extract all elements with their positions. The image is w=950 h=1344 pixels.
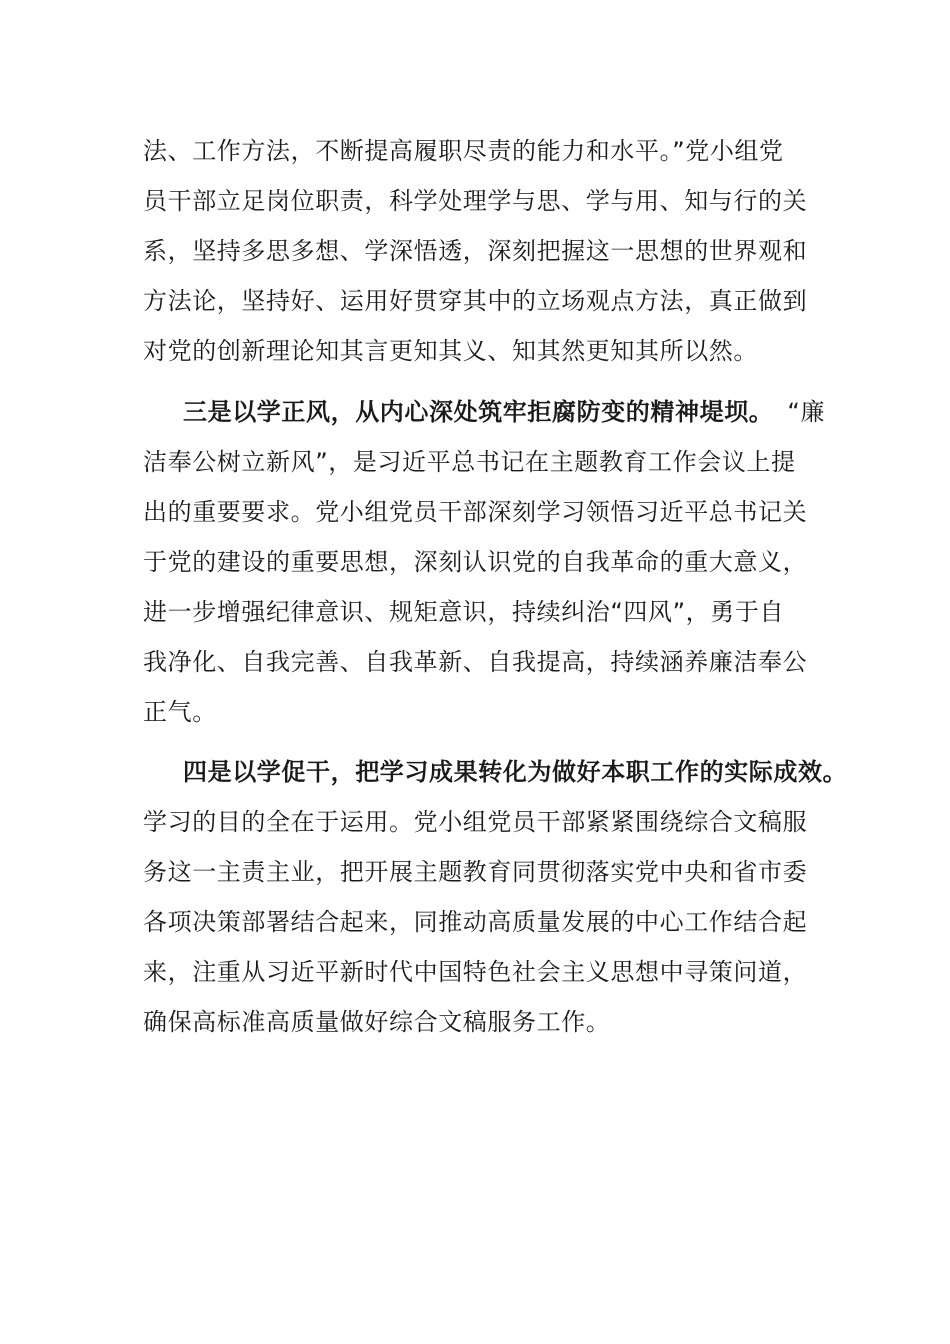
text-line: 进一步增强纪律意识、规矩意识，持续纠治“四风”，勇于自 [143,598,785,626]
text-line: 法、工作方法，不断提高履职尽责的能力和水平。”党小组党 [143,137,784,165]
text-line: 洁奉公树立新风”，是习近平总书记在主题教育工作会议上提 [143,448,796,476]
paragraph-three [143,387,826,737]
text-line: 我净化、自我完善、自我革新、自我提高，持续涵养廉洁奉公 [143,648,808,676]
text-line: 确保高标准高质量做好综合文稿服务工作。 [143,1008,611,1036]
text-line: 正气。 [143,698,217,726]
text-line: 方法论，坚持好、运用好贯穿其中的立场观点方法，真正做到 [143,287,808,315]
text-line: 系，坚持多思多想、学深悟透，深刻把握这一思想的世界观和 [143,237,808,265]
paragraph-heading: 三是以学正风，从内心深处筑牢拒腐防变的精神堤坝。 [183,398,774,426]
paragraph-first-line [143,387,826,437]
paragraph-continuation [143,126,813,376]
text-line: 员干部立足岗位职责，科学处理学与思、学与用、知与行的关 [143,187,808,215]
text-line: 学习的目的全在于运用。党小组党员干部紧紧围绕综合文稿服 [143,808,808,836]
text-run: “廉 [787,398,826,426]
text-line: 出的重要要求。党小组党员干部深刻学习领悟习近平总书记关 [143,498,808,526]
text-line: 对党的创新理论知其言更知其义、知其然更知其所以然。 [143,337,758,365]
text-line: 务这一主责主业，把开展主题教育同贯彻落实党中央和省市委 [143,858,808,886]
text-line: 各项决策部署结合起来，同推动高质量发展的中心工作结合起 [143,908,808,936]
paragraph-four [143,747,848,1047]
text-line: 于党的建设的重要思想，深刻认识党的自我革命的重大意义， [143,548,808,576]
paragraph-heading: 四是以学促干，把学习成果转化为做好本职工作的实际成效。 [183,758,848,786]
text-line: 来，注重从习近平新时代中国特色社会主义思想中寻策问道， [143,958,808,986]
